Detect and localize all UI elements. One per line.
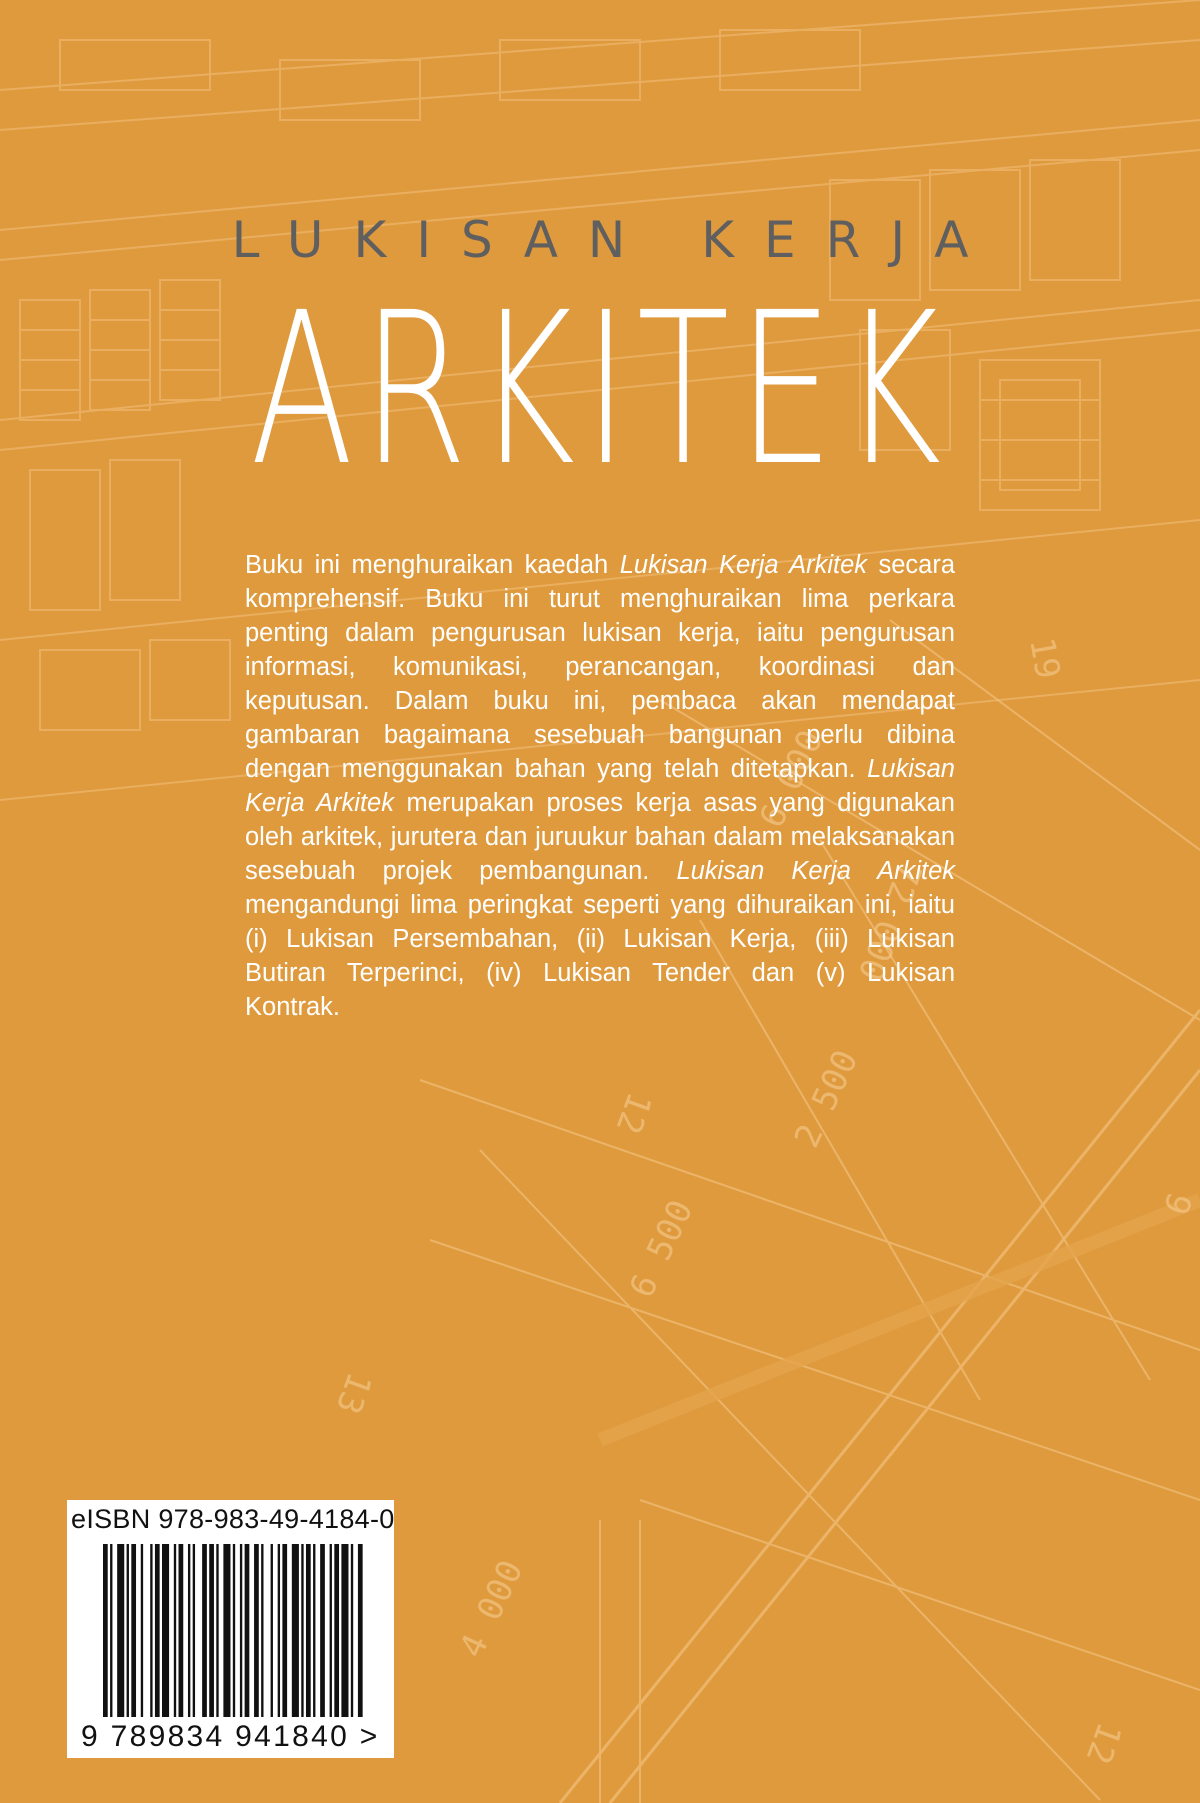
series-title: LUKISAN KERJA — [231, 211, 999, 269]
svg-text:9: 9 — [1154, 1186, 1200, 1220]
blurb-title-emphasis-2: Lukisan Kerja Arkitek — [245, 755, 955, 817]
blurb-text-4: mengandungi lima peringkat seperti yang dihuraikan ini, iaitu (i) Lukisan Persembahan, (ii) Lukisan Kerja, (iii) Lukisan Butiran Terperinci, (iv) Lukisan Tender dan (v) Lukisan Kontrak. — [245, 891, 955, 1021]
blurb-text-3: merupakan proses kerja asas yang digunakan oleh arkitek, jurutera dan juruukur bahan dalam melaksanakan sesebuah projek pembangunan. — [245, 789, 955, 885]
blurb-title-emphasis-3: Lukisan Kerja Arkitek — [676, 857, 956, 885]
barcode-icon — [103, 1544, 365, 1717]
isbn-barcode-box — [67, 1500, 394, 1758]
blurb-text-2: secara komprehensif. Buku ini turut menghuraikan lima perkara penting dalam pengurusan lukisan kerja, iaitu pengurusan informasi, komunikasi, perancangan, koordinasi dan keputusan. Dalam buku ini, pembaca akan mendapat gambaran bagaimana sesebuah bangunan perlu dibina dengan menggunakan bahan yang telah ditetapkan. — [245, 551, 956, 783]
svg-text:12: 12 — [1077, 1716, 1130, 1770]
svg-text:6 500: 6 500 — [621, 1194, 702, 1304]
svg-text:19: 19 — [1021, 634, 1068, 682]
svg-text:6 000: 6 000 — [751, 724, 832, 834]
book-description — [245, 548, 955, 1024]
svg-text:12: 12 — [607, 1086, 660, 1140]
blurb-text-1: Buku ini menghuraikan kaedah — [245, 551, 620, 579]
svg-text:72 000: 72 000 — [849, 856, 930, 987]
svg-text:2 500: 2 500 — [786, 1044, 867, 1154]
main-title: ARKITEK — [250, 267, 950, 512]
isbn-label: eISBN 978-983-49-4184-0 — [71, 1504, 395, 1534]
svg-text:13: 13 — [327, 1366, 380, 1420]
svg-text:4 000: 4 000 — [451, 1554, 532, 1664]
isbn-digits: 9 789834 941840 > — [81, 1720, 380, 1753]
blurb-title-emphasis-1: Lukisan Kerja Arkitek — [619, 551, 868, 579]
